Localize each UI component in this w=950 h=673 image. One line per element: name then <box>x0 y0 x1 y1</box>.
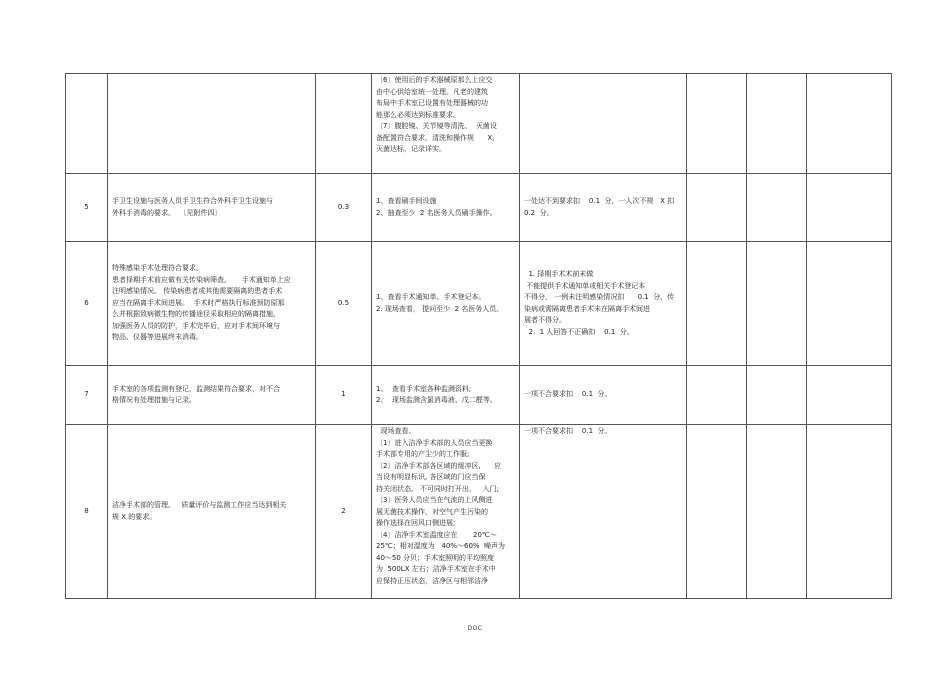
cell-line: 为 500LX 左右；洁净手术室在手术中 <box>376 565 496 573</box>
row-number: 7 <box>66 366 108 425</box>
cell-line: 洁净手术部的管理, 质量评价与监测工作应当达到相关 <box>112 501 287 509</box>
cell-line: 应当在隔离手术间进展。 手术时严格执行标准预防原那 <box>112 298 285 307</box>
table-row <box>66 366 892 425</box>
cell-line: 25℃；相对湿度为 40%～60% 噪声为 <box>376 542 506 550</box>
cell-line: 1、 查看手术室各种监测资料; <box>376 384 472 393</box>
cell-line: 灭菌达标，记录详实。 <box>376 145 446 153</box>
cell-line: 2. 现场查看， 提问至少 2 名医务人员。 <box>376 304 504 313</box>
cell-line: 加强医务人员的防护，手术完毕后，应对手术间环境与 <box>112 321 280 330</box>
cell-line: 手术部专用的产尘少的工作服; <box>376 450 470 458</box>
cell-line: 手卫生设施与医务人员手卫生符合外科手卫生设施与 <box>112 197 273 205</box>
cell-line: 1、查看手术通知单、手术登记本。 <box>376 293 486 301</box>
item-cell <box>108 174 316 242</box>
blank-cell-1 <box>687 174 747 242</box>
blank-cell-3 <box>807 425 892 599</box>
cell-line: 布局中手术室已设置有处理器械的功 <box>376 99 488 107</box>
row-number: 8 <box>66 425 108 599</box>
blank-cell-3 <box>807 366 892 425</box>
cell-line: 么并根据致病微生物的传播途径采取相应的隔离措施, <box>112 310 276 319</box>
table-row <box>66 242 892 366</box>
cell-line: 当设有明显标识, 各区域的门应当保 <box>376 473 486 481</box>
method-cell <box>372 74 520 174</box>
deduction-cell <box>520 74 687 174</box>
item-cell <box>108 242 316 366</box>
cell-line: 一处达不到要求扣 0.1 分，一人次不规 X 扣 <box>524 197 675 205</box>
cell-line: 40～50 分贝；手术室照明的平均照度 <box>376 553 495 562</box>
blank-cell-1 <box>687 74 747 174</box>
cell-line: 〔1〕进入洁净手术部的人员应当更换 <box>376 438 493 447</box>
cell-line: 〔2〕洁净手术部各区域的缓冲区, 应 <box>376 461 502 470</box>
item-cell <box>108 74 316 174</box>
method-cell <box>372 425 520 599</box>
deduction-cell <box>520 425 687 599</box>
cell-line: 〔3〕医务人员应当在气流的上风侧进 <box>376 496 493 504</box>
cell-line: 不得分， 一例未注明感染情况扣 0.1 分，传 <box>524 293 675 301</box>
blank-cell-2 <box>747 174 807 242</box>
cell-line: 染病或需隔离患者手术未在隔离手术间进 <box>524 304 650 313</box>
table-body <box>66 74 892 599</box>
deduction-cell <box>520 242 687 366</box>
table-row <box>66 425 892 599</box>
page-footer: DOC <box>467 625 483 632</box>
cell-line: 2. 1 人回答不正确扣 0.1 分。 <box>524 327 634 336</box>
cell-line: 2、抽查至少 2 名医务人员刷手操作。 <box>376 208 497 217</box>
blank-cell-2 <box>747 242 807 366</box>
blank-cell-2 <box>747 74 807 174</box>
cell-line: 操作选择在回风口侧进展; <box>376 519 456 527</box>
cell-line: 物品、仪器等进展终末消毒。 <box>112 333 203 342</box>
deduction-cell <box>520 366 687 425</box>
method-cell <box>372 174 520 242</box>
score-cell: 0.3 <box>316 174 372 242</box>
score-cell: 0.5 <box>316 242 372 366</box>
cell-line: 备配置符合要求，清洗和操作规 X, <box>376 133 495 142</box>
item-cell <box>108 366 316 425</box>
cell-line: 1、查看刷手间设施 <box>376 197 437 205</box>
cell-line: 〔4〕洁净手术室温度应在 20℃～ <box>376 530 497 539</box>
cell-line: 能那么必须达到标准要求。 <box>376 110 460 119</box>
score-cell <box>316 74 372 174</box>
blank-cell-3 <box>807 174 892 242</box>
cell-line: 展无菌技术操作，对空气产生污染的 <box>376 507 488 516</box>
cell-line: 展者不得分。 <box>524 316 566 324</box>
cell-line: 现场查看。 <box>376 427 416 435</box>
inspection-table <box>65 73 892 599</box>
item-cell <box>108 425 316 599</box>
cell-line: 格情况有处理措施与记录。 <box>112 396 196 404</box>
cell-line: 患者择期手术前应做有关传染病筛查, 手术通知单上应 <box>112 275 291 284</box>
row-number <box>66 74 108 174</box>
blank-cell-1 <box>687 366 747 425</box>
score-cell: 2 <box>316 425 372 599</box>
row-number: 6 <box>66 242 108 366</box>
table-row <box>66 174 892 242</box>
blank-cell-3 <box>807 74 892 174</box>
cell-line: 应保持正压状态，洁净区与相邻洁净 <box>376 576 488 585</box>
blank-cell-3 <box>807 242 892 366</box>
cell-line: 注明感染情况。 传染病患者或其他需要隔离的患者手术 <box>112 287 283 296</box>
blank-cell-1 <box>687 425 747 599</box>
cell-line: 手术室的各项监测有登记，监测结果符合要求，对不合 <box>112 384 280 393</box>
score-cell: 1 <box>316 366 372 425</box>
cell-line: 由中心供给室统一处理。凡老的建筑 <box>376 87 488 96</box>
cell-line: 1. 择期手术术前未做 <box>524 270 594 278</box>
cell-line: 〔7〕腹腔镜、关节镜等清洗、 灭菌设 <box>376 122 497 130</box>
cell-line: 0.2 分。 <box>524 208 554 217</box>
row-number: 5 <box>66 174 108 242</box>
method-cell <box>372 366 520 425</box>
table-row <box>66 74 892 174</box>
cell-line: 一项不合要求扣 0.1 分。 <box>524 427 612 435</box>
blank-cell-2 <box>747 425 807 599</box>
cell-line: 特殊感染手术处理符合要求。 <box>112 264 203 273</box>
cell-line: 一项不合要求扣 0.1 分。 <box>524 390 612 399</box>
cell-line: 〔6〕使用后的手术器械原那么上应交 <box>376 76 493 84</box>
cell-line: 外科手消毒的要求。 〔见附件四〕 <box>112 208 222 217</box>
deduction-cell <box>520 174 687 242</box>
blank-cell-1 <box>687 242 747 366</box>
method-cell <box>372 242 520 366</box>
blank-cell-2 <box>747 366 807 425</box>
cell-line: 持关闭状态, 不可同时打开出、 入门; <box>376 484 499 493</box>
cell-line: 规 X 的要求。 <box>112 512 157 521</box>
cell-line: 不能提供手术通知单或相关手术登记本 <box>524 281 646 290</box>
cell-line: 2、 现场监测含氯消毒液、戊二醛等。 <box>376 396 497 404</box>
